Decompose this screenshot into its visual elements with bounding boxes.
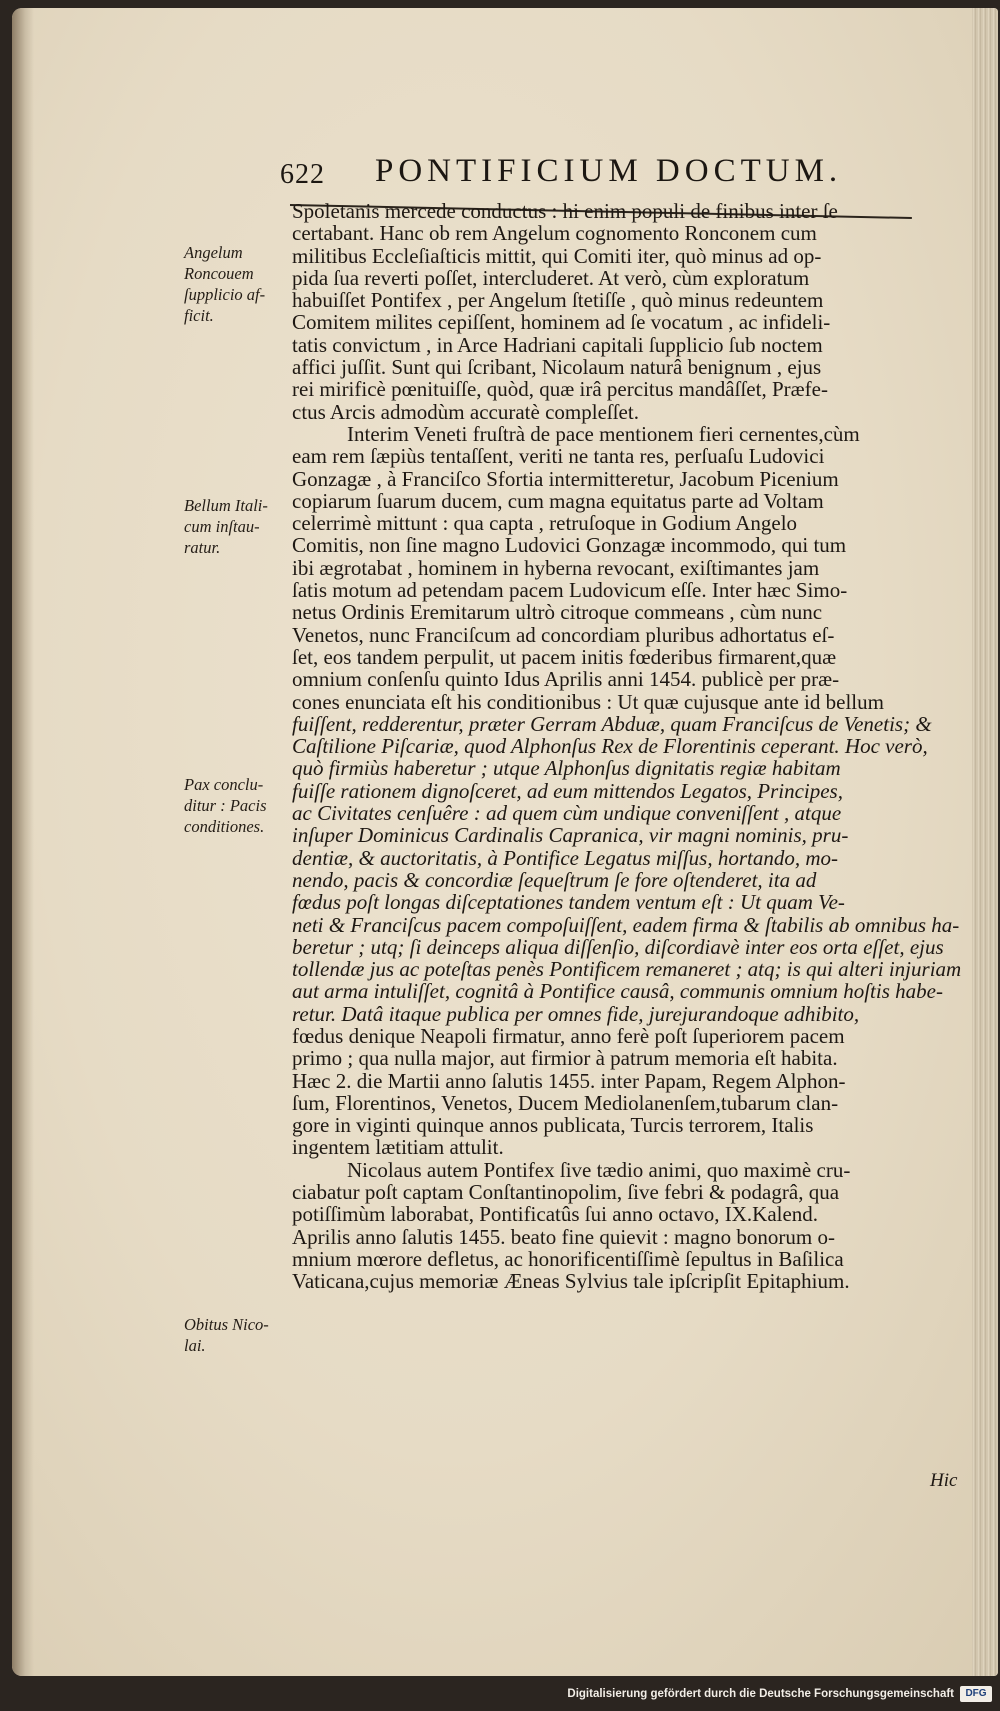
margin-note-line: ficit. (184, 306, 214, 325)
margin-note-line: Bellum Itali- (184, 496, 268, 515)
body-line: ctus Arcis admodùm accuratè compleſſet. (292, 399, 639, 424)
body-line: neti & Franciſcus pacem compoſuiſſent, eadem firma & ſtabilis ab omnibus ha- (292, 912, 960, 937)
body-line: cones enunciata eſt his conditionibus : Ut quæ cujusque ante id bellum (292, 689, 884, 714)
body-line: fœdus denique Neapoli firmatur, anno ferè poſt ſuperiorem pacem (292, 1023, 845, 1048)
page-number: 622 (280, 159, 325, 190)
catchword: Hic (930, 1470, 958, 1491)
margin-note-line: Angelum (184, 243, 243, 262)
body-line: affici juſſit. Sunt qui ſcribant, Nicolaum naturâ benignum , ejus (292, 355, 822, 380)
body-line: ſum, Florentinos, Venetos, Ducem Mediolanenſem,tubarum clan- (292, 1090, 839, 1115)
body-line: primo ; qua nulla major, aut firmior à patrum memoria eſt habita. (292, 1046, 838, 1071)
spine-shadow (12, 8, 34, 1676)
body-text (292, 199, 962, 1294)
margin-note-bellum (184, 495, 289, 558)
body-line: Interim Veneti fruſtrà de pace mentionem fieri cernentes,cùm (347, 421, 860, 446)
margin-note-line: ratur. (184, 538, 221, 557)
body-line: Venetos, nunc Franciſcum ad concordiam pluribus adhortatus eſ- (292, 622, 835, 647)
body-line: eam rem ſæpiùs tentaſſent, veriti ne tanta res, perſuaſu Ludovici (292, 444, 825, 469)
body-line: Aprilis anno ſalutis 1455. beato fine quievit : magno bonorum o- (292, 1224, 835, 1249)
body-line: pida ſua reverti poſſet, intercluderet. At verò, cùm exploratum (292, 265, 810, 290)
body-line: nendo, pacis & concordiæ ſequeſtrum ſe fore oſtenderet, ita ad (292, 867, 817, 892)
digitization-footer (0, 1676, 1000, 1711)
body-line: tatis convictum , in Arce Hadriani capitali ſupplicio ſub noctem (292, 332, 823, 357)
body-line: fuiſſent, redderentur, præter Gerram Abduæ, quam Franciſcus de Venetis; & (292, 711, 932, 736)
body-line: fœdus poſt longas diſceptationes tandem ventum eſt : Ut quam Ve- (292, 890, 845, 915)
body-line: beretur ; utq; ſi deinceps aliqua diſſenſio, diſcordiavè inter eos orta eſſet, ejus (292, 934, 944, 959)
body-line: mnium mœrore defletus, ac honorificentiſſimè ſepultus in Baſilica (292, 1246, 844, 1271)
running-head (280, 153, 920, 193)
dfg-logo: DFG (960, 1686, 992, 1702)
body-line: dentiæ, & auctoritatis, à Pontifice Legatus miſſus, hortando, mo- (292, 845, 838, 870)
body-line: netus Ordinis Eremitarum ultrò citroque commeans , cùm nunc (292, 600, 823, 625)
body-line: rei mirificè pœnituiſſe, quòd, quæ irâ percitus mandâſſet, Præfe- (292, 377, 828, 402)
margin-note-line: Pax conclu- (184, 775, 264, 794)
margin-note-line: lai. (184, 1336, 206, 1355)
body-line: ibi ægrotabat , hominem in hyberna revocant, exiſtimantes jam (292, 555, 820, 580)
body-line: Comitis, non ſine magno Ludovici Gonzagæ incommodo, qui tum (292, 533, 847, 558)
body-line: Nicolaus autem Pontifex ſive tædio animi, quo maximè cru- (347, 1157, 851, 1182)
margin-note-line: Obitus Nico- (184, 1315, 269, 1334)
body-line: ingentem lætitiam attulit. (292, 1135, 504, 1160)
body-line: retur. Datâ itaque publica per omnes fide, jurejurandoque adhibito, (292, 1001, 860, 1026)
body-line: fuiſſe rationem dignoſceret, ad eum mittendos Legatos, Principes, (292, 778, 843, 803)
body-line: quò firmiùs haberetur ; utque Alphonſus dignitatis regiæ habitam (292, 756, 841, 781)
margin-note-line: conditiones. (184, 817, 265, 836)
margin-note-line: ſupplicio af- (184, 285, 266, 304)
margin-note-line: ditur : Pacis (184, 796, 267, 815)
footer-credit: Digitalisierung gefördert durch die Deutsche Forschungsgemeinschaft (567, 1688, 954, 1700)
body-line: potiſſimùm laborabat, Pontificatûs ſui anno octavo, IX.Kalend. (292, 1202, 819, 1227)
body-line: ciabatur poſt captam Conſtantinopolim, ſive febri & podagrâ, qua (292, 1180, 840, 1205)
body-line: militibus Eccleſiaſticis mittit, qui Comiti iter, quò minus ad op- (292, 243, 822, 268)
body-line: gore in viginti quinque annos publicata, Turcis terrorem, Italis (292, 1113, 814, 1138)
body-line: Spoletanis mercede conductus : hi enim populi de finibus inter ſe (292, 199, 838, 223)
margin-note-angelum (184, 242, 289, 326)
margin-note-obitus (184, 1314, 289, 1356)
body-line: certabant. Hanc ob rem Angelum cognomento Ronconem cum (292, 221, 817, 246)
body-line: ſet, eos tandem perpulit, ut pacem initis fœderibus firmarent,quæ (292, 644, 837, 669)
body-line: Caſtilione Piſcariæ, quod Alphonſus Rex de Florentinis ceperant. Hoc verò, (292, 734, 928, 759)
book-page (12, 8, 998, 1676)
margin-note-pax (184, 774, 289, 837)
body-line: aut arma intuliſſet, cognitâ à Pontifice causâ, communis omnium hoſtis habe- (292, 979, 943, 1004)
body-line: tollendæ jus ac poteſtas penès Pontificem remaneret ; atq; is qui alteri injuriam (292, 957, 962, 982)
body-line: Vaticana,cujus memoriæ Æneas Sylvius tale ipſcripſit Epitaphium. (292, 1269, 850, 1294)
body-line: habuiſſet Pontifex , per Angelum ſtetiſſe , quò minus redeuntem (292, 288, 824, 313)
body-line: Comitem milites cepiſſent, hominem ad ſe vocatum , ac infideli- (292, 310, 831, 335)
body-line: ſatis motum ad petendam pacem Ludovicum eſſe. Inter hæc Simo- (292, 578, 848, 603)
body-line: Hæc 2. die Martii anno ſalutis 1455. inter Papam, Regem Alphon- (292, 1068, 846, 1093)
running-title: PONTIFICIUM DOCTUM. (375, 153, 843, 189)
margin-note-line: Roncouem (184, 264, 254, 283)
body-line: omnium conſenſu quinto Idus Aprilis anni 1454. publicè per præ- (292, 667, 840, 692)
body-line: ac Civitates cenſuêre : ad quem cùm undique conveniſſent , atque (292, 801, 842, 826)
page-fore-edge (972, 8, 998, 1676)
margin-note-line: cum inſtau- (184, 517, 260, 536)
body-line: Gonzagæ , à Franciſco Sfortia intermitteretur, Jacobum Picenium (292, 466, 839, 491)
body-line: celerrimè mittunt : qua capta , retruſoque in Godium Angelo (292, 511, 798, 536)
body-line: inſuper Dominicus Cardinalis Capranica, vir magni nominis, pru- (292, 823, 849, 848)
body-line: copiarum ſuarum ducem, cum magna equitatus parte ad Voltam (292, 488, 824, 513)
